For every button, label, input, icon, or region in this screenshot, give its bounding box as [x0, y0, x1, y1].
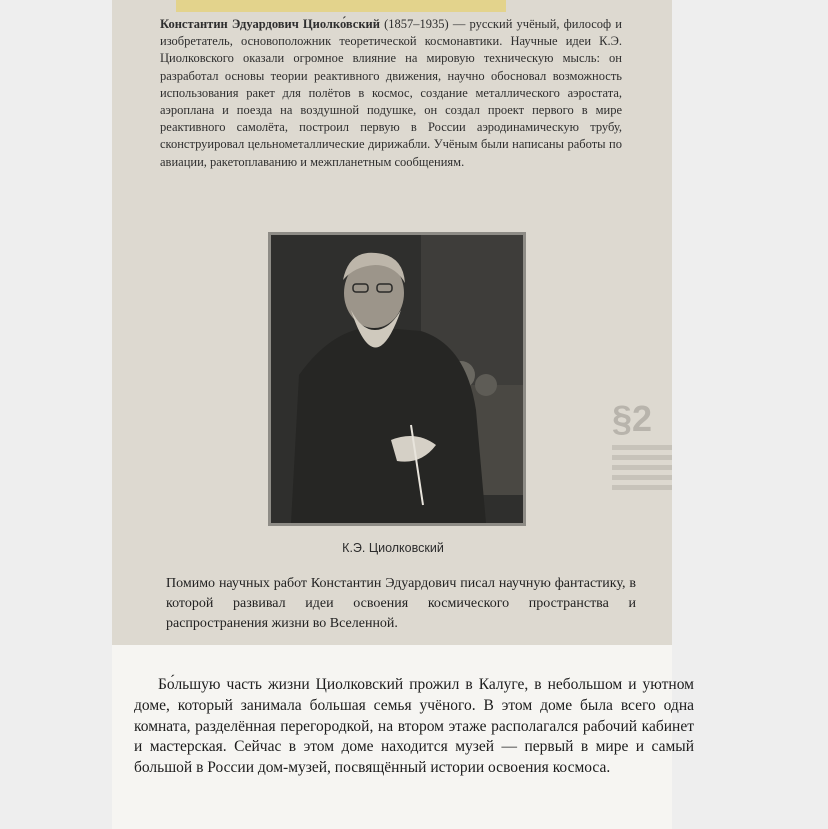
portrait-illustration	[271, 235, 523, 523]
biography-text	[160, 16, 622, 171]
photo-caption: К.Э. Циолковский	[342, 541, 444, 555]
paragraph-fiction: Помимо научных работ Константин Эдуардович писал научную фантастику, в которой развивал идеи освоения космического пространства и распространения жизни во Вселенной.	[166, 576, 636, 631]
lower-page	[112, 645, 694, 829]
paragraph-kaluga-text: Бо́льшую часть жизни Циолковский прожил в Калуге, в небольшом и уютном доме, который занимала большая семья учёного. В этом доме была всего одна комната, разделённая перегородкой, на втором этаже располагался рабочий кабинет и мастерская. Сейчас в этом доме находится музей — первый в мире и самый большой в России дом-музей, посвящённый истории освоения космоса.	[134, 676, 694, 777]
background-left	[0, 0, 112, 829]
bio-name: Константин Эдуардович Циолко́вский	[160, 17, 380, 31]
portrait-photo	[268, 232, 526, 526]
bleed-through-text: §2	[612, 398, 672, 528]
paragraph-kaluga	[134, 675, 694, 779]
highlight-strip	[176, 0, 506, 12]
bio-body: (1857–1935) — русский учёный, философ и изобретатель, основоположник теоретической космонавтики. Научные идеи К.Э. Циолковского оказали огромное влияние на мировую техническую мысль: он разработал основы теории реактивного движения, научно обосновал возможность использования ракет для полётов в космос, создание металлического аэростата, аэроплана и поезда на воздушной подушке, он создал проект первого в мире реактивного самолёта, построил первую в России аэродинамическую трубу, сконструировал цельнометаллические дирижабли. Учёным были написаны работы по авиации, ракетоплаванию и межпланетным сообщениям.	[160, 17, 622, 169]
background-right	[672, 0, 828, 829]
textbook-page	[112, 0, 672, 645]
